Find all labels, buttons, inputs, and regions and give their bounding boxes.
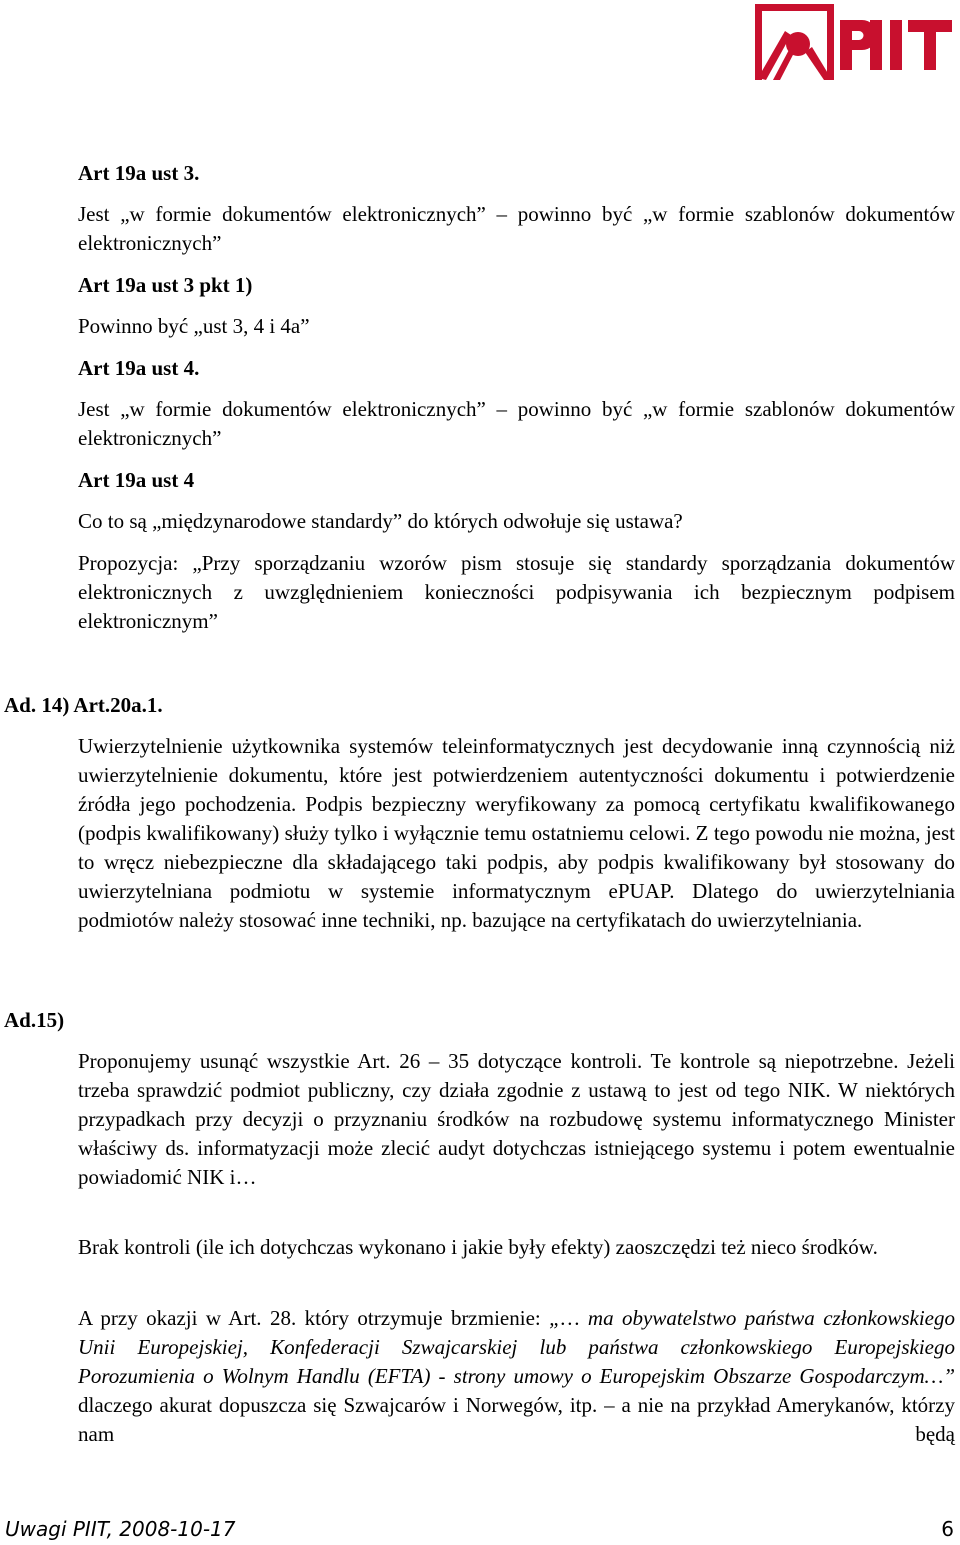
heading-ad14: Ad. 14) Art.20a.1.	[4, 693, 163, 717]
paragraph-standards-question: Co to są „międzynarodowe standardy” do których odwołuje się ustawa?	[78, 509, 683, 533]
heading-art19a-ust4: Art 19a ust 4.	[78, 356, 200, 380]
piit-logo	[752, 2, 958, 80]
paragraph-art28	[78, 1304, 955, 1449]
page-number: 6	[941, 1517, 954, 1541]
paragraph-art19a-ust4: Jest „w formie dokumentów elektronicznych” – powinno być „w formie szablonów dokumentów elektronicznych”	[78, 397, 955, 450]
art28-quote: „… ma obywatelstwo państwa członkowskiego Unii Europejskiej, Konfederacji Szwajcarskiej lub państwa członkowskiego Europejskiego Porozumienia o Wolnym Handlu (EFTA) - strony umowy o Europejskim Obszarze Gospodarczym…”	[78, 1306, 955, 1388]
art28-lead: A przy okazji w Art. 28. który otrzymuje brzmienie:	[78, 1306, 550, 1330]
paragraph-proposal: Propozycja: „Przy sporządzaniu wzorów pism stosuje się standardy sporządzania dokumentów elektronicznych z uwzględnieniem konieczności podpisywania ich bezpiecznym podpisem elektronicznym”	[78, 551, 955, 633]
art28-tail: dlaczego akurat dopuszcza się Szwajcarów i Norwegów, itp. – a nie na przykład Amerykanów, którzy nam będą	[78, 1393, 955, 1446]
heading-art19a-ust3-pkt1: Art 19a ust 3 pkt 1)	[78, 273, 253, 297]
footer-title: Uwagi PIIT, 2008-10-17	[5, 1517, 236, 1541]
heading-art19a-ust3: Art 19a ust 3.	[78, 161, 200, 185]
paragraph-art19a-ust3: Jest „w formie dokumentów elektronicznych” – powinno być „w formie szablonów dokumentów elektronicznych”	[78, 202, 955, 255]
paragraph-ad15-controls: Proponujemy usunąć wszystkie Art. 26 – 35 dotyczące kontroli. Te kontrole są niepotrzebne. Jeżeli trzeba sprawdzić podmiot publiczny, czy działa zgodnie z ustawą to jest od tego NIK. W niektórych przypadkach przy decyzji o przyznaniu środków na rozbudowę systemu informatycznego Minister właściwy ds. informatyzacji może zlecić audyt dotychczas istniejącego systemu i potem ewentualnie powiadomić NIK i…	[78, 1049, 955, 1189]
paragraph-art19a-ust3-pkt1: Powinno być „ust 3, 4 i 4a”	[78, 314, 310, 338]
heading-art19a-ust4-b: Art 19a ust 4	[78, 468, 195, 492]
paragraph-ad14: Uwierzytelnienie użytkownika systemów teleinformatycznych jest decydowanie inną czynnością niż uwierzytelnienie dokumentu, które jest potwierdzeniem autentyczności dokumentu i potwierdzenie źródła jego pochodzenia. Podpis bezpieczny weryfikowany za pomocą certyfikatu kwalifikowanego (podpis kwalifikowany) służy tylko i wyłącznie temu ostatniemu celowi. Z tego powodu nie można, jest to wręcz niebezpieczne dla składającego taki podpis, aby podpis kwalifikowany był stosowany do uwierzytelniana podmiotu w systemie informatycznym ePUAP. Dlatego do uwierzytelniania podmiotów należy stosować inne techniki, np. bazujące na certyfikatach do uwierzytelniania.	[78, 734, 955, 932]
paragraph-ad15-savings: Brak kontroli (ile ich dotychczas wykonano i jakie były efekty) zaoszczędzi też nieco środków.	[78, 1235, 878, 1259]
heading-ad15: Ad.15)	[4, 1008, 65, 1032]
